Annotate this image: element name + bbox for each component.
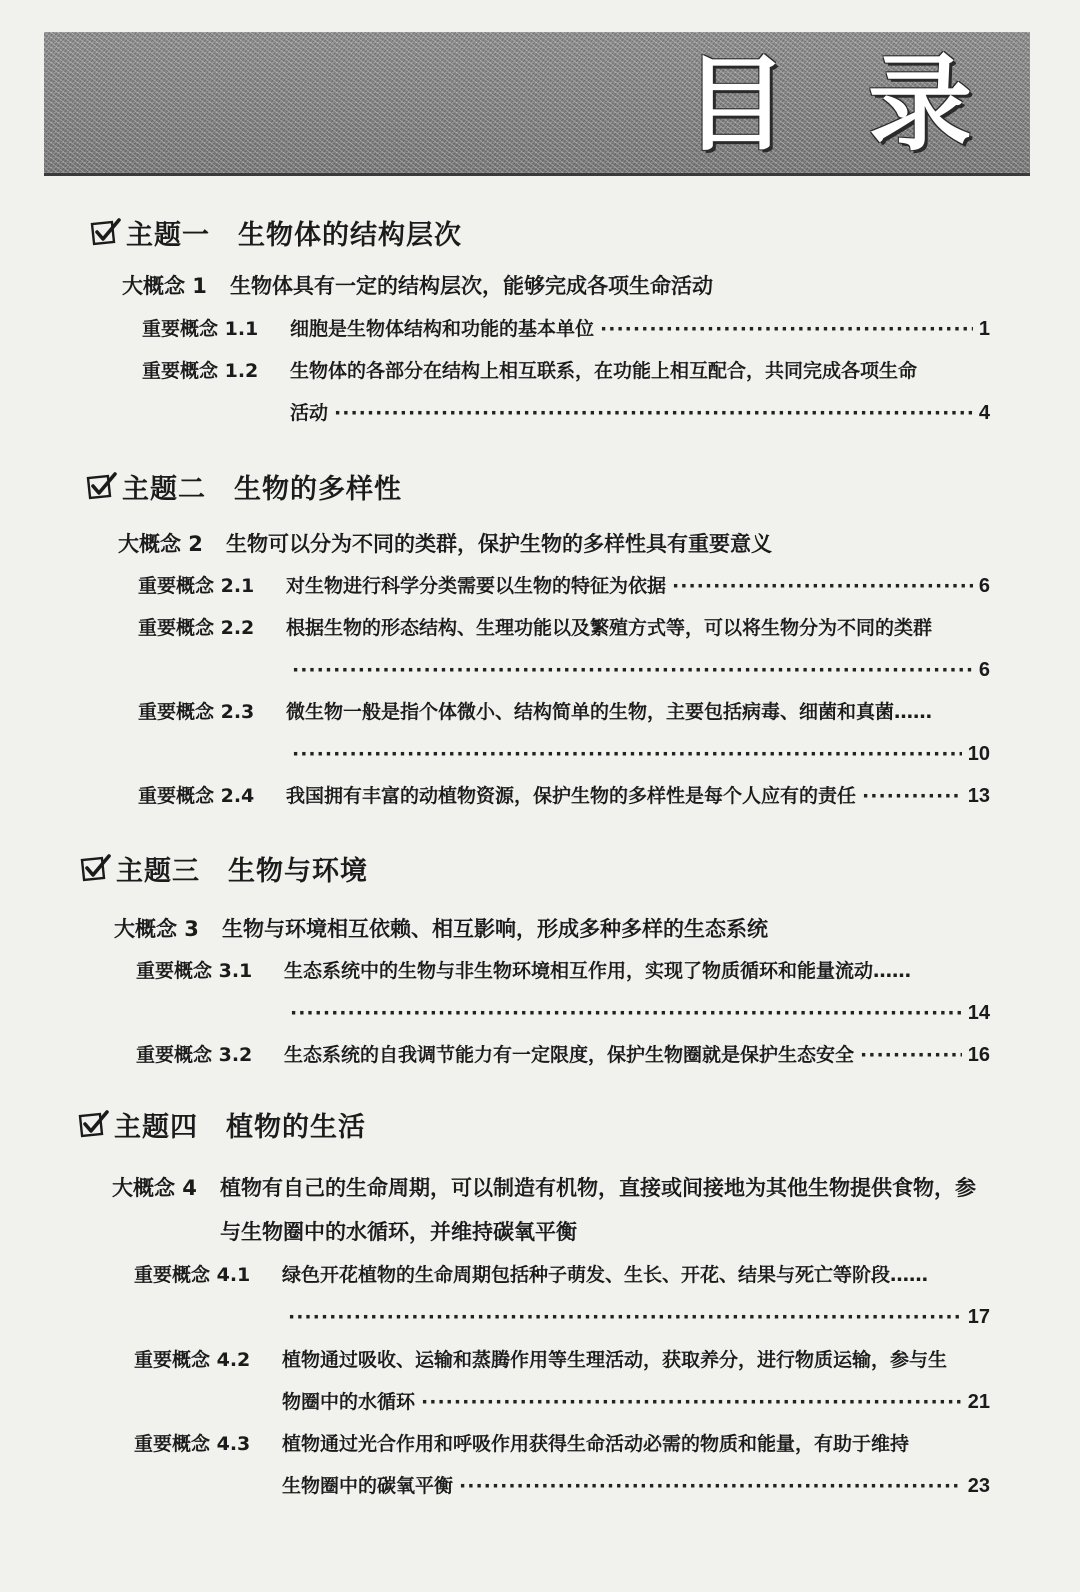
dot-leader xyxy=(292,733,962,775)
big-concept-text: 生物与环境相互依赖、相互影响，形成多种多样的生态系统 xyxy=(222,917,768,941)
important-concept-label: 重要概念 4.1 xyxy=(134,1264,251,1286)
theme-title: 植物的生活 xyxy=(226,1111,366,1143)
toc-entry[interactable] xyxy=(136,950,990,1034)
big-concept xyxy=(118,522,990,566)
big-concept-text: 植物有自己的生命周期，可以制造有机物，直接或间接地为其他生物提供食物，参与生物圈中的水循环，并维持碳氧平衡 xyxy=(220,1176,976,1244)
important-concept-label: 重要概念 4.3 xyxy=(134,1433,251,1455)
important-concept-body xyxy=(284,950,990,1034)
checkbox-check-icon xyxy=(78,1108,110,1140)
toc-entry[interactable] xyxy=(142,308,990,350)
important-concept-label: 重要概念 1.2 xyxy=(142,360,259,382)
page-title: 目 录 xyxy=(683,43,994,165)
entry-line xyxy=(282,1423,990,1465)
dot-leader xyxy=(862,775,962,817)
important-concept-body xyxy=(286,607,990,691)
dot-leader xyxy=(292,649,973,691)
toc-entry[interactable] xyxy=(136,1034,990,1076)
entry-line xyxy=(286,565,990,607)
page-number: 17 xyxy=(967,1306,990,1328)
important-concept-label: 重要概念 3.1 xyxy=(136,960,253,982)
entry-line xyxy=(290,308,990,350)
big-concept-text: 生物可以分为不同的类群，保护生物的多样性具有重要意义 xyxy=(226,532,772,556)
important-concept-body xyxy=(290,350,990,434)
entry-line xyxy=(290,392,990,434)
theme-heading xyxy=(90,212,462,252)
entry-line xyxy=(290,350,990,392)
dot-leader xyxy=(334,392,973,434)
page-number: 4 xyxy=(978,402,990,424)
theme-title: 生物的多样性 xyxy=(234,473,402,505)
important-concept-label: 重要概念 2.4 xyxy=(138,785,255,807)
entry-line xyxy=(284,950,990,992)
entry-line xyxy=(284,1034,990,1076)
entry-text: 对生物进行科学分类需要以生物的特征为依据 xyxy=(286,575,667,597)
important-concept-body xyxy=(282,1339,990,1423)
page-number: 23 xyxy=(967,1475,990,1497)
entry-line xyxy=(282,1339,990,1381)
page-number: 16 xyxy=(967,1044,990,1066)
important-concept-body xyxy=(286,691,990,775)
dot-leader xyxy=(672,565,973,607)
theme-number: 主题二 xyxy=(122,473,206,505)
page-number: 10 xyxy=(967,743,990,765)
important-concept-label: 重要概念 1.1 xyxy=(142,318,259,340)
important-concept-label: 重要概念 2.2 xyxy=(138,617,255,639)
entry-text: 生物圈中的碳氧平衡 xyxy=(282,1475,454,1497)
dot-leader xyxy=(288,1296,962,1338)
page-number: 1 xyxy=(978,318,990,340)
important-concept-label: 重要概念 2.3 xyxy=(138,701,255,723)
big-concept-label: 大概念 2 xyxy=(118,532,203,556)
page-number: 6 xyxy=(978,575,990,597)
important-concept-label: 重要概念 3.2 xyxy=(136,1044,253,1066)
theme-number: 主题一 xyxy=(126,219,210,251)
important-concept-label: 重要概念 2.1 xyxy=(138,575,255,597)
entry-line xyxy=(282,1465,990,1507)
entry-text: 微生物一般是指个体微小、结构简单的生物，主要包括病毒、细菌和真菌…… xyxy=(286,701,933,723)
theme-heading xyxy=(80,848,368,888)
entry-text: 细胞是生物体结构和功能的基本单位 xyxy=(290,318,595,340)
big-concept-label: 大概念 4 xyxy=(112,1176,197,1200)
important-concept-body xyxy=(282,1254,990,1338)
dot-leader xyxy=(600,308,973,350)
checkbox-check-icon xyxy=(86,470,118,502)
entry-text: 生态系统的自我调节能力有一定限度，保护生物圈就是保护生态安全 xyxy=(284,1044,855,1066)
important-concept-body xyxy=(286,565,990,607)
entry-text: 生物体的各部分在结构上相互联系，在功能上相互配合，共同完成各项生命 xyxy=(290,360,918,382)
checkbox-check-icon xyxy=(90,216,122,248)
page-number: 14 xyxy=(967,1002,990,1024)
entry-line xyxy=(286,733,990,775)
important-concept-body xyxy=(290,308,990,350)
entry-line xyxy=(286,607,990,649)
checkbox-check-icon xyxy=(80,852,112,884)
important-concept-body xyxy=(286,775,990,817)
big-concept-text: 生物体具有一定的结构层次，能够完成各项生命活动 xyxy=(230,274,713,298)
toc-entry[interactable] xyxy=(138,565,990,607)
toc-entry[interactable] xyxy=(138,607,990,691)
dot-leader xyxy=(290,992,962,1034)
dot-leader xyxy=(860,1034,962,1076)
big-concept-label: 大概念 1 xyxy=(122,274,207,298)
entry-text: 绿色开花植物的生命周期包括种子萌发、生长、开花、结果与死亡等阶段…… xyxy=(282,1264,929,1286)
theme-heading xyxy=(86,466,402,506)
entry-text: 植物通过光合作用和呼吸作用获得生命活动必需的物质和能量，有助于维持 xyxy=(282,1433,910,1455)
toc-entry[interactable] xyxy=(138,691,990,775)
big-concept xyxy=(114,907,990,951)
important-concept-label: 重要概念 4.2 xyxy=(134,1349,251,1371)
important-concept-body xyxy=(284,1034,990,1076)
entry-line xyxy=(286,775,990,817)
toc-entry[interactable] xyxy=(134,1423,990,1507)
page-number: 13 xyxy=(967,785,990,807)
entry-line xyxy=(286,649,990,691)
entry-line xyxy=(286,691,990,733)
toc-entry[interactable] xyxy=(142,350,990,434)
entry-text: 物圈中的水循环 xyxy=(282,1391,416,1413)
page-number: 6 xyxy=(978,659,990,681)
entry-line xyxy=(284,992,990,1034)
toc-entry[interactable] xyxy=(134,1254,990,1338)
entry-text: 生态系统中的生物与非生物环境相互作用，实现了物质循环和能量流动…… xyxy=(284,960,912,982)
entry-text: 植物通过吸收、运输和蒸腾作用等生理活动，获取养分，进行物质运输，参与生 xyxy=(282,1349,948,1371)
important-concept-body xyxy=(282,1423,990,1507)
entry-text: 活动 xyxy=(290,402,329,424)
theme-number: 主题三 xyxy=(116,855,200,887)
page-number: 21 xyxy=(967,1391,990,1413)
dot-leader xyxy=(421,1381,962,1423)
big-concept xyxy=(122,264,990,308)
big-concept-label: 大概念 3 xyxy=(114,917,199,941)
dot-leader xyxy=(459,1465,962,1507)
toc-entry[interactable] xyxy=(134,1339,990,1423)
theme-heading xyxy=(78,1104,366,1144)
entry-line xyxy=(282,1296,990,1338)
big-concept xyxy=(112,1166,990,1254)
theme-title: 生物与环境 xyxy=(228,855,368,887)
entry-line xyxy=(282,1381,990,1423)
entry-text: 我国拥有丰富的动植物资源，保护生物的多样性是每个人应有的责任 xyxy=(286,785,857,807)
theme-number: 主题四 xyxy=(114,1111,198,1143)
entry-text: 根据生物的形态结构、生理功能以及繁殖方式等，可以将生物分为不同的类群 xyxy=(286,617,933,639)
theme-title: 生物体的结构层次 xyxy=(238,219,462,251)
entry-line xyxy=(282,1254,990,1296)
toc-entry[interactable] xyxy=(138,775,990,817)
